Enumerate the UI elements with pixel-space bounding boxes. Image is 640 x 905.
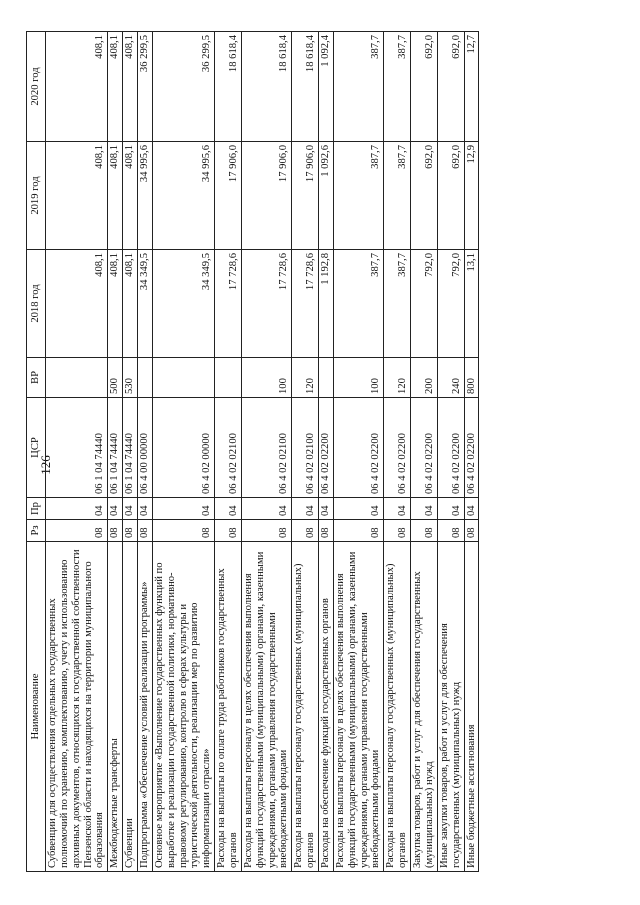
cell-2019: 12,9	[464, 142, 479, 250]
cell-name: Основное мероприятие «Выполнение государственных функций по выработке и реализации государственной политики, нормативно-правовому регулированию, контролю в сферах культуры и туристической деятельности, реализации мер по развитию информатизации отрасли»	[152, 542, 214, 872]
cell-pr: 04	[411, 498, 438, 520]
cell-csr: 06 1 04 74440	[108, 398, 123, 498]
cell-pr: 04	[138, 498, 153, 520]
cell-name: Иные бюджетные ассигнования	[464, 542, 479, 872]
cell-vr	[152, 358, 214, 398]
cell-vr	[319, 358, 334, 398]
cell-vr: 120	[292, 358, 319, 398]
cell-2019: 17 906,0	[215, 142, 242, 250]
cell-csr: 06 4 02 02200	[319, 398, 334, 498]
table-row	[46, 32, 108, 872]
cell-pr: 04	[46, 498, 108, 520]
table-row	[152, 32, 214, 872]
cell-name: Субвенции для осуществления отдельных государственных полномочий по хранению, комплектованию, учету и использованию архивных документов, относящихся к государственной собственности Пензенской области и находящихся на территории муниципального образования	[46, 542, 108, 872]
header-csr: ЦСР	[27, 398, 46, 498]
cell-name: Субвенции	[123, 542, 138, 872]
cell-2020: 36 299,5	[138, 32, 153, 142]
cell-csr: 06 4 02 00000	[152, 398, 214, 498]
cell-2018: 13,1	[464, 250, 479, 358]
cell-2020: 387,7	[384, 32, 411, 142]
cell-rz: 08	[46, 520, 108, 542]
cell-name: Расходы на обеспечение функций государственных органов	[319, 542, 334, 872]
header-2020: 2020 год	[27, 32, 46, 142]
cell-2020: 692,0	[411, 32, 438, 142]
cell-csr: 06 4 02 02100	[292, 398, 319, 498]
cell-rz: 08	[138, 520, 153, 542]
cell-rz: 08	[108, 520, 123, 542]
header-2018: 2018 год	[27, 250, 46, 358]
cell-vr	[46, 358, 108, 398]
header-vr: ВР	[27, 358, 46, 398]
cell-2020: 18 618,4	[292, 32, 319, 142]
cell-name: Подпрограмма «Обеспечение условий реализации программы»	[138, 542, 153, 872]
cell-rz: 08	[411, 520, 438, 542]
cell-2019: 408,1	[46, 142, 108, 250]
cell-vr: 530	[123, 358, 138, 398]
table-row	[241, 32, 291, 872]
cell-2018: 408,1	[123, 250, 138, 358]
cell-csr: 06 1 04 74440	[123, 398, 138, 498]
cell-rz: 08	[464, 520, 479, 542]
cell-name: Расходы на выплаты персоналу государственных (муниципальных) органов	[384, 542, 411, 872]
cell-name: Закупка товаров, работ и услуг для обеспечения государственных (муниципальных) нужд	[411, 542, 438, 872]
cell-2019: 34 995,6	[138, 142, 153, 250]
cell-2018: 17 728,6	[241, 250, 291, 358]
cell-csr: 06 4 02 02200	[333, 398, 383, 498]
cell-rz: 08	[215, 520, 242, 542]
cell-name: Расходы на выплаты персоналу государственных (муниципальных) органов	[292, 542, 319, 872]
cell-vr: 200	[411, 358, 438, 398]
table-row	[333, 32, 383, 872]
cell-2020: 1 092,4	[319, 32, 334, 142]
table-header-row	[27, 32, 46, 872]
cell-rz: 08	[292, 520, 319, 542]
cell-rz: 08	[319, 520, 334, 542]
table-row	[215, 32, 242, 872]
cell-2019: 408,1	[108, 142, 123, 250]
table-row	[411, 32, 438, 872]
cell-pr: 04	[333, 498, 383, 520]
cell-rz: 08	[384, 520, 411, 542]
cell-2018: 34 349,5	[152, 250, 214, 358]
cell-2020: 408,1	[108, 32, 123, 142]
cell-2020: 408,1	[46, 32, 108, 142]
header-rz: Рз	[27, 520, 46, 542]
cell-vr: 800	[464, 358, 479, 398]
cell-csr: 06 1 04 74440	[46, 398, 108, 498]
cell-2018: 792,0	[437, 250, 464, 358]
cell-2018: 408,1	[46, 250, 108, 358]
cell-2019: 17 906,0	[292, 142, 319, 250]
cell-vr: 120	[384, 358, 411, 398]
cell-pr: 04	[123, 498, 138, 520]
table-row	[319, 32, 334, 872]
cell-2018: 408,1	[108, 250, 123, 358]
header-2019: 2019 год	[27, 142, 46, 250]
cell-rz: 08	[241, 520, 291, 542]
cell-2019: 387,7	[333, 142, 383, 250]
cell-2020: 12,7	[464, 32, 479, 142]
cell-pr: 04	[108, 498, 123, 520]
cell-pr: 04	[437, 498, 464, 520]
cell-rz: 08	[123, 520, 138, 542]
cell-2018: 387,7	[333, 250, 383, 358]
budget-table	[26, 31, 479, 872]
cell-name: Расходы на выплаты персоналу в целях обеспечения выполнения функций государственными (муниципальными) органами, казенными учреждениями, органами управления государственными внебюджетными фондами	[333, 542, 383, 872]
cell-pr: 04	[241, 498, 291, 520]
cell-csr: 06 4 02 02100	[215, 398, 242, 498]
cell-csr: 06 4 02 02200	[437, 398, 464, 498]
cell-name: Расходы на выплаты персоналу в целях обеспечения выполнения функций государственными (муниципальными) органами, казенными учреждениями, органами управления государственными внебюджетными фондами	[241, 542, 291, 872]
cell-2020: 692,0	[437, 32, 464, 142]
cell-vr	[138, 358, 153, 398]
cell-2019: 17 906,0	[241, 142, 291, 250]
table-row	[138, 32, 153, 872]
cell-2018: 1 192,8	[319, 250, 334, 358]
cell-vr: 100	[333, 358, 383, 398]
cell-2019: 692,0	[411, 142, 438, 250]
cell-pr: 04	[215, 498, 242, 520]
cell-name: Иные закупки товаров, работ и услуг для обеспечения государственных (муниципальных) нужд	[437, 542, 464, 872]
table-row	[108, 32, 123, 872]
cell-2019: 692,0	[437, 142, 464, 250]
rotated-table-container	[26, 32, 596, 872]
cell-2020: 408,1	[123, 32, 138, 142]
cell-csr: 06 4 02 02200	[384, 398, 411, 498]
header-pr: Пр	[27, 498, 46, 520]
cell-2018: 387,7	[384, 250, 411, 358]
table-row	[123, 32, 138, 872]
cell-2019: 387,7	[384, 142, 411, 250]
table-row	[292, 32, 319, 872]
cell-name: Расходы на выплаты по оплате труда работников государственных органов	[215, 542, 242, 872]
cell-2019: 1 092,6	[319, 142, 334, 250]
header-name: Наименование	[27, 542, 46, 872]
cell-vr: 500	[108, 358, 123, 398]
cell-rz: 08	[333, 520, 383, 542]
cell-2018: 17 728,6	[292, 250, 319, 358]
cell-csr: 06 4 02 02100	[241, 398, 291, 498]
cell-2019: 34 995,6	[152, 142, 214, 250]
table-row	[464, 32, 479, 872]
cell-2019: 408,1	[123, 142, 138, 250]
cell-2018: 34 349,5	[138, 250, 153, 358]
cell-2020: 18 618,4	[215, 32, 242, 142]
cell-2018: 792,0	[411, 250, 438, 358]
cell-pr: 04	[152, 498, 214, 520]
cell-csr: 06 4 02 02200	[464, 398, 479, 498]
cell-pr: 04	[384, 498, 411, 520]
cell-2020: 18 618,4	[241, 32, 291, 142]
cell-pr: 04	[292, 498, 319, 520]
cell-pr: 04	[464, 498, 479, 520]
cell-rz: 08	[152, 520, 214, 542]
cell-csr: 06 4 00 00000	[138, 398, 153, 498]
cell-2018: 17 728,6	[215, 250, 242, 358]
page-number: 126	[38, 455, 53, 475]
cell-vr	[215, 358, 242, 398]
cell-name: Межбюджетные трансферты	[108, 542, 123, 872]
cell-pr: 04	[319, 498, 334, 520]
table-row	[437, 32, 464, 872]
cell-2020: 36 299,5	[152, 32, 214, 142]
cell-csr: 06 4 02 02200	[411, 398, 438, 498]
cell-vr: 100	[241, 358, 291, 398]
cell-2020: 387,7	[333, 32, 383, 142]
table-row	[384, 32, 411, 872]
cell-rz: 08	[437, 520, 464, 542]
cell-vr: 240	[437, 358, 464, 398]
